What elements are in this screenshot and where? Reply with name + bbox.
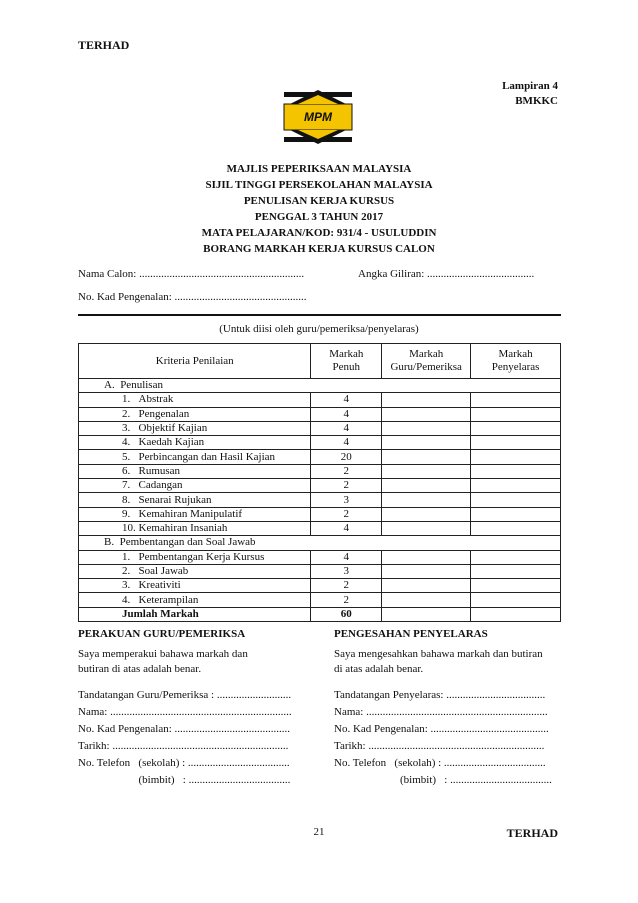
table-row	[79, 407, 561, 421]
header-markah-guru: Markah Guru/Pemeriksa	[382, 344, 471, 379]
total-mark: 60	[311, 607, 382, 621]
lampiran-label: Lampiran 4	[502, 80, 558, 92]
criteria-label: 1. Abstrak	[79, 393, 311, 407]
full-mark: 20	[311, 450, 382, 464]
criteria-label: 7. Cadangan	[79, 479, 311, 493]
title-line-3: PENULISAN KERJA KURSUS	[243, 195, 395, 207]
criteria-label: 4. Keterampilan	[79, 593, 311, 607]
lampiran-block	[502, 79, 558, 109]
guru-mark-cell[interactable]	[382, 464, 471, 478]
penyelaras-mark-cell[interactable]	[471, 464, 561, 478]
perakuan-phone-mobile-line[interactable]: (bimbit) : .....................................	[78, 774, 291, 786]
classification-top: TERHAD	[78, 38, 130, 52]
full-mark: 2	[311, 593, 382, 607]
title-block	[0, 161, 638, 257]
title-line-5: MATA PELAJARAN/KOD: 931/4 - USULUDDIN	[201, 227, 437, 239]
angka-giliran-field[interactable]: Angka Giliran: .......................................	[358, 268, 535, 280]
table-row	[79, 579, 561, 593]
guru-mark-cell[interactable]	[382, 493, 471, 507]
table-row	[79, 393, 561, 407]
penyelaras-mark-cell[interactable]	[471, 593, 561, 607]
pengesahan-statement: Saya mengesahkan bahawa markah dan butiran di atas adalah benar.	[334, 648, 543, 675]
guru-mark-cell[interactable]	[382, 436, 471, 450]
pengesahan-ic-line[interactable]: No. Kad Pengenalan: ...........................................	[334, 723, 549, 735]
table-row	[79, 479, 561, 493]
penyelaras-mark-cell[interactable]	[471, 450, 561, 464]
table-row	[79, 521, 561, 535]
title-line-2: SIJIL TINGGI PERSEKOLAHAN MALAYSIA	[205, 179, 433, 191]
pengesahan-phone-school-line[interactable]: No. Telefon (sekolah) : .....................................	[334, 757, 546, 769]
penyelaras-mark-cell[interactable]	[471, 564, 561, 578]
table-row	[79, 450, 561, 464]
criteria-label: 3. Kreativiti	[79, 579, 311, 593]
perakuan-phone-school-line[interactable]: No. Telefon (sekolah) : .....................................	[78, 757, 290, 769]
guru-total-cell[interactable]	[382, 607, 471, 621]
table-row	[79, 593, 561, 607]
criteria-label: 4. Kaedah Kajian	[79, 436, 311, 450]
full-mark: 2	[311, 507, 382, 521]
full-mark: 2	[311, 464, 382, 478]
penyelaras-mark-cell[interactable]	[471, 421, 561, 435]
perakuan-section	[78, 628, 318, 789]
section-b-label: B. Pembentangan dan Soal Jawab	[79, 536, 561, 550]
table-row	[79, 550, 561, 564]
perakuan-heading: PERAKUAN GURU/PEMERIKSA	[78, 628, 246, 640]
nama-calon-field[interactable]: Nama Calon: ............................................................	[78, 268, 305, 280]
criteria-label: 2. Pengenalan	[79, 407, 311, 421]
guru-mark-cell[interactable]	[382, 507, 471, 521]
criteria-label: 9. Kemahiran Manipulatif	[79, 507, 311, 521]
marks-table	[78, 343, 561, 622]
perakuan-date-line[interactable]: Tarikh: ................................................................	[78, 740, 289, 752]
fill-note: (Untuk diisi oleh guru/pemeriksa/penyelaras)	[219, 323, 419, 335]
guru-mark-cell[interactable]	[382, 564, 471, 578]
pengesahan-name-line[interactable]: Nama: ..................................................................	[334, 706, 548, 718]
penyelaras-mark-cell[interactable]	[471, 436, 561, 450]
penyelaras-mark-cell[interactable]	[471, 521, 561, 535]
kad-pengenalan-field[interactable]: No. Kad Pengenalan: ................................................	[78, 291, 307, 303]
section-row	[79, 536, 561, 550]
table-row	[79, 507, 561, 521]
full-mark: 4	[311, 407, 382, 421]
logo-text: MPM	[304, 110, 332, 124]
section-row	[79, 379, 561, 393]
header-markah-penyelaras: Markah Penyelaras	[471, 344, 561, 379]
full-mark: 3	[311, 493, 382, 507]
guru-mark-cell[interactable]	[382, 407, 471, 421]
form-code: BMKKC	[515, 95, 558, 107]
criteria-label: 10. Kemahiran Insaniah	[79, 521, 311, 535]
classification-bottom: TERHAD	[506, 826, 558, 840]
pengesahan-signature-line[interactable]: Tandatangan Penyelaras: ....................................	[334, 689, 546, 701]
table-row	[79, 564, 561, 578]
perakuan-signature-line[interactable]: Tandatangan Guru/Pemeriksa : ...........................	[78, 689, 292, 701]
guru-mark-cell[interactable]	[382, 450, 471, 464]
title-line-6: BORANG MARKAH KERJA KURSUS CALON	[203, 243, 435, 255]
full-mark: 4	[311, 436, 382, 450]
table-row	[79, 464, 561, 478]
table-row	[79, 493, 561, 507]
criteria-label: 8. Senarai Rujukan	[79, 493, 311, 507]
page-number: 21	[313, 826, 325, 838]
criteria-label: 5. Perbincangan dan Hasil Kajian	[79, 450, 311, 464]
title-line-1: MAJLIS PEPERIKSAAN MALAYSIA	[226, 163, 412, 175]
guru-mark-cell[interactable]	[382, 393, 471, 407]
penyelaras-mark-cell[interactable]	[471, 393, 561, 407]
penyelaras-mark-cell[interactable]	[471, 407, 561, 421]
table-row	[79, 436, 561, 450]
guru-mark-cell[interactable]	[382, 550, 471, 564]
pengesahan-section	[334, 628, 574, 789]
criteria-label: 2. Soal Jawab	[79, 564, 311, 578]
guru-mark-cell[interactable]	[382, 579, 471, 593]
guru-mark-cell[interactable]	[382, 593, 471, 607]
full-mark: 4	[311, 521, 382, 535]
penyelaras-total-cell[interactable]	[471, 607, 561, 621]
header-markah-penuh: Markah Penuh	[311, 344, 382, 379]
penyelaras-mark-cell[interactable]	[471, 493, 561, 507]
divider-rule	[78, 314, 561, 316]
perakuan-name-line[interactable]: Nama: ..................................................................	[78, 706, 292, 718]
penyelaras-mark-cell[interactable]	[471, 479, 561, 493]
penyelaras-mark-cell[interactable]	[471, 550, 561, 564]
pengesahan-heading: PENGESAHAN PENYELARAS	[334, 628, 488, 640]
full-mark: 4	[311, 421, 382, 435]
total-label: Jumlah Markah	[79, 607, 311, 621]
criteria-label: 1. Pembentangan Kerja Kursus	[79, 550, 311, 564]
pengesahan-date-line[interactable]: Tarikh: ................................................................	[334, 740, 545, 752]
pengesahan-phone-mobile-line[interactable]: (bimbit) : .....................................	[334, 774, 552, 786]
perakuan-ic-line[interactable]: No. Kad Pengenalan: ..........................................	[78, 723, 291, 735]
mpm-logo	[280, 88, 356, 146]
total-row	[79, 607, 561, 621]
penyelaras-mark-cell[interactable]	[471, 507, 561, 521]
penyelaras-mark-cell[interactable]	[471, 579, 561, 593]
section-a-label: A. Penulisan	[79, 379, 561, 393]
criteria-label: 6. Rumusan	[79, 464, 311, 478]
guru-mark-cell[interactable]	[382, 521, 471, 535]
full-mark: 2	[311, 579, 382, 593]
full-mark: 4	[311, 550, 382, 564]
full-mark: 3	[311, 564, 382, 578]
header-kriteria: Kriteria Penilaian	[79, 344, 311, 379]
full-mark: 2	[311, 479, 382, 493]
guru-mark-cell[interactable]	[382, 421, 471, 435]
criteria-label: 3. Objektif Kajian	[79, 421, 311, 435]
full-mark: 4	[311, 393, 382, 407]
title-line-4: PENGGAL 3 TAHUN 2017	[254, 211, 384, 223]
table-header-row	[79, 344, 561, 379]
perakuan-statement: Saya memperakui bahawa markah dan butiran di atas adalah benar.	[78, 648, 248, 675]
guru-mark-cell[interactable]	[382, 479, 471, 493]
table-row	[79, 421, 561, 435]
